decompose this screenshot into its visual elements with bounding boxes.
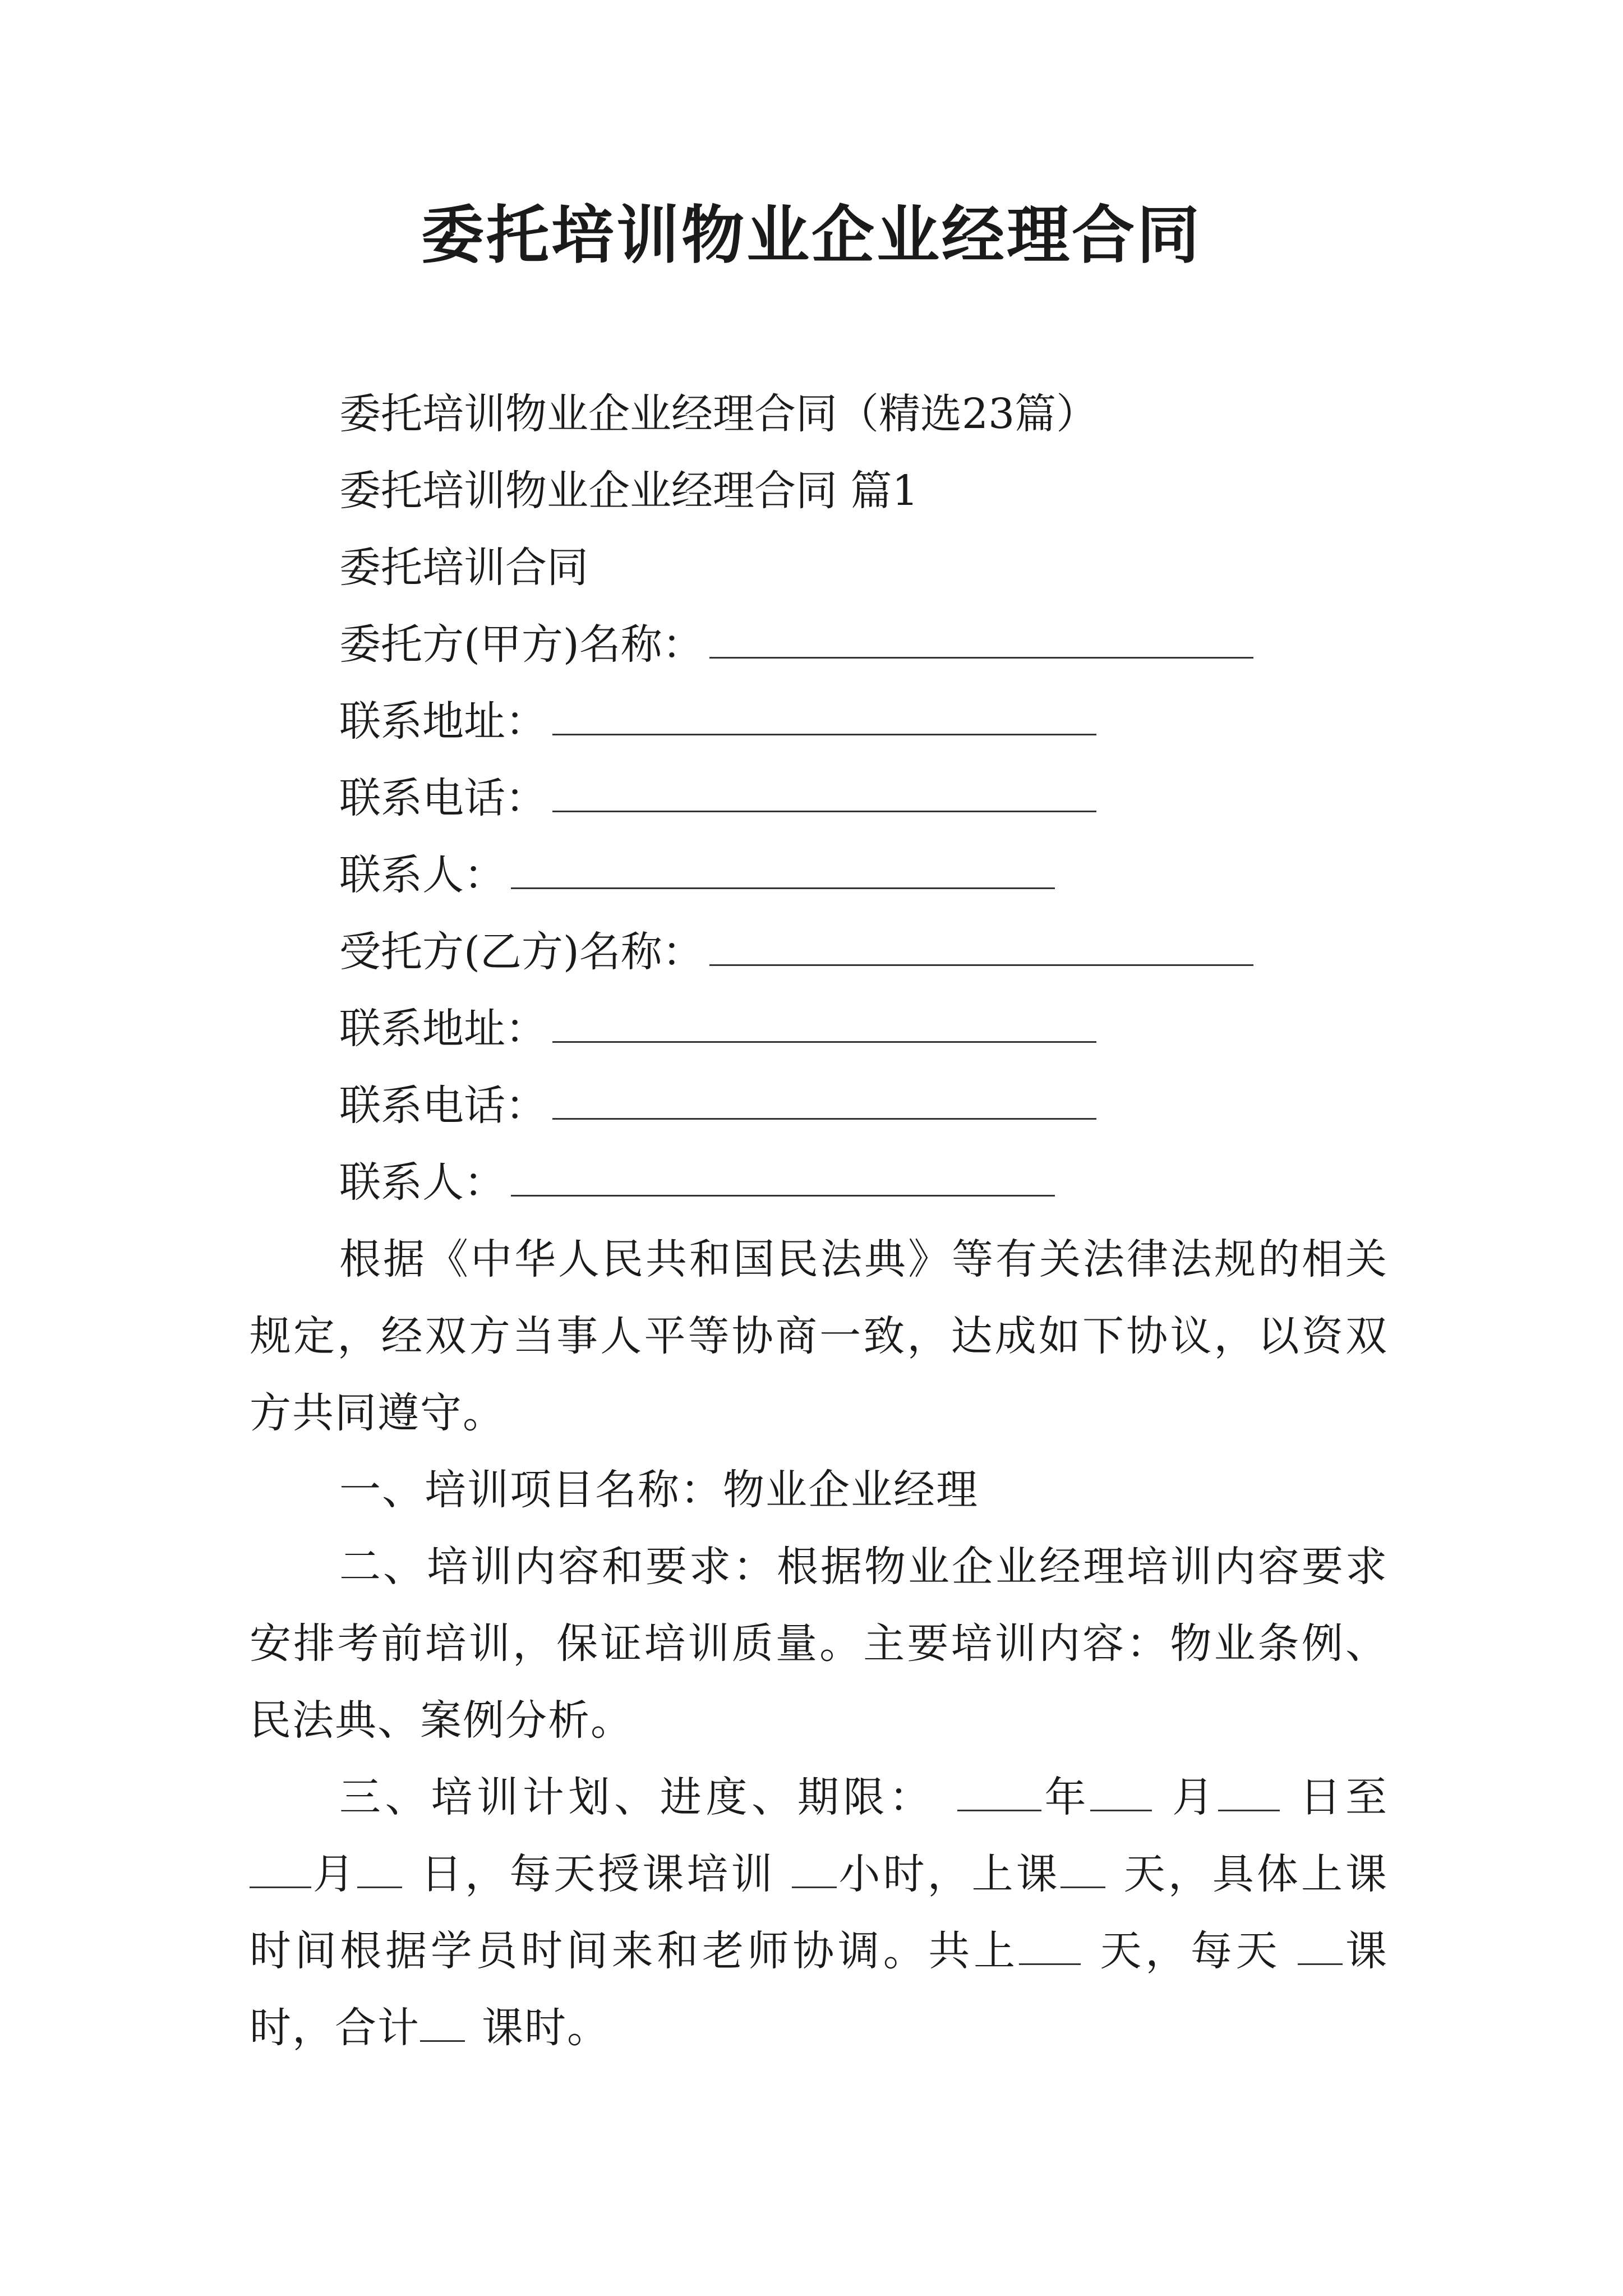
subtitle-text: 委托培训物业企业经理合同（精选23篇） <box>339 390 1098 438</box>
hours-label: 小时，上课 <box>837 1850 1061 1898</box>
document-title: 委托培训物业企业经理合同 <box>421 199 1202 272</box>
party-b-name-label: 受托方(乙方)名称： <box>339 928 704 976</box>
party-a-phone-label: 联系电话： <box>339 774 547 822</box>
contract-name <box>250 530 1388 606</box>
clause-3-lead: 三、培训计划、进度、期限： <box>339 1773 935 1821</box>
document-body <box>250 376 1388 2067</box>
year-blank[interactable] <box>957 1774 1041 1811</box>
month2-blank[interactable] <box>250 1851 311 1888</box>
intro-paragraph: 根据《中华人民共和国民法典》等有关法律法规的相关规定，经双方当事人平等协商一致，达成如下协议，以资双方共同遵守。 <box>250 1235 1388 1437</box>
day-to-label: 日至 <box>1296 1773 1389 1821</box>
party-a-name-blank[interactable] <box>709 618 1253 659</box>
party-b-contact-row <box>250 1144 1388 1221</box>
clause-3 <box>250 1759 1388 2067</box>
year-label: 年 <box>1041 1773 1091 1821</box>
party-b-phone-blank[interactable] <box>552 1079 1096 1120</box>
day2-label: 日，每天授课培训 <box>419 1850 776 1898</box>
hours-blank[interactable] <box>792 1851 837 1888</box>
month-blank[interactable] <box>1090 1774 1152 1811</box>
days-total-label: 天，每天 <box>1097 1927 1281 1975</box>
subtitle <box>250 376 1388 453</box>
days-label: 天，具体上课时间根据学员时间来和老师协调。共上 <box>250 1850 1389 1975</box>
party-b-name-row <box>250 914 1388 991</box>
party-b-address-row <box>250 991 1388 1068</box>
party-a-contact-row <box>250 837 1388 914</box>
periods-label: 课时，合计 <box>250 1927 1389 2052</box>
party-a-name-label: 委托方(甲方)名称： <box>339 620 704 669</box>
clause-2: 二、培训内容和要求：根据物业企业经理培训内容要求安排考前培训，保证培训质量。主要培训内容：物业条例、民法典、案例分析。 <box>250 1543 1388 1745</box>
day-blank[interactable] <box>1218 1774 1280 1811</box>
party-b-phone-row <box>250 1068 1388 1144</box>
party-b-name-blank[interactable] <box>709 925 1253 966</box>
day2-blank[interactable] <box>357 1851 402 1888</box>
month2-label: 月 <box>311 1850 358 1898</box>
periods-total-label: 课时。 <box>482 2004 610 2052</box>
party-a-address-label: 联系地址： <box>339 697 547 746</box>
party-a-name-row <box>250 606 1388 683</box>
section-heading <box>250 453 1388 530</box>
party-a-address-row <box>250 683 1388 760</box>
party-a-contact-blank[interactable] <box>511 848 1055 889</box>
party-b-contact-blank[interactable] <box>511 1156 1055 1197</box>
periods-total-blank[interactable] <box>420 2004 465 2042</box>
party-b-contact-label: 联系人： <box>339 1158 505 1207</box>
party-a-address-blank[interactable] <box>552 694 1096 735</box>
section-heading-text: 委托培训物业企业经理合同 篇1 <box>339 467 919 515</box>
party-a-contact-label: 联系人： <box>339 851 505 899</box>
contract-name-text: 委托培训合同 <box>339 544 588 592</box>
month-label: 月 <box>1169 1773 1218 1821</box>
days-blank[interactable] <box>1061 1851 1105 1888</box>
periods-blank[interactable] <box>1298 1927 1343 1965</box>
party-a-phone-blank[interactable] <box>552 771 1096 812</box>
party-a-phone-row <box>250 760 1388 837</box>
party-b-phone-label: 联系电话： <box>339 1082 547 1130</box>
party-b-address-label: 联系地址： <box>339 1005 547 1053</box>
clause-1: 一、培训项目名称：物业企业经理 <box>339 1466 979 1514</box>
days-total-blank[interactable] <box>1019 1927 1081 1965</box>
party-b-address-blank[interactable] <box>552 1002 1096 1043</box>
